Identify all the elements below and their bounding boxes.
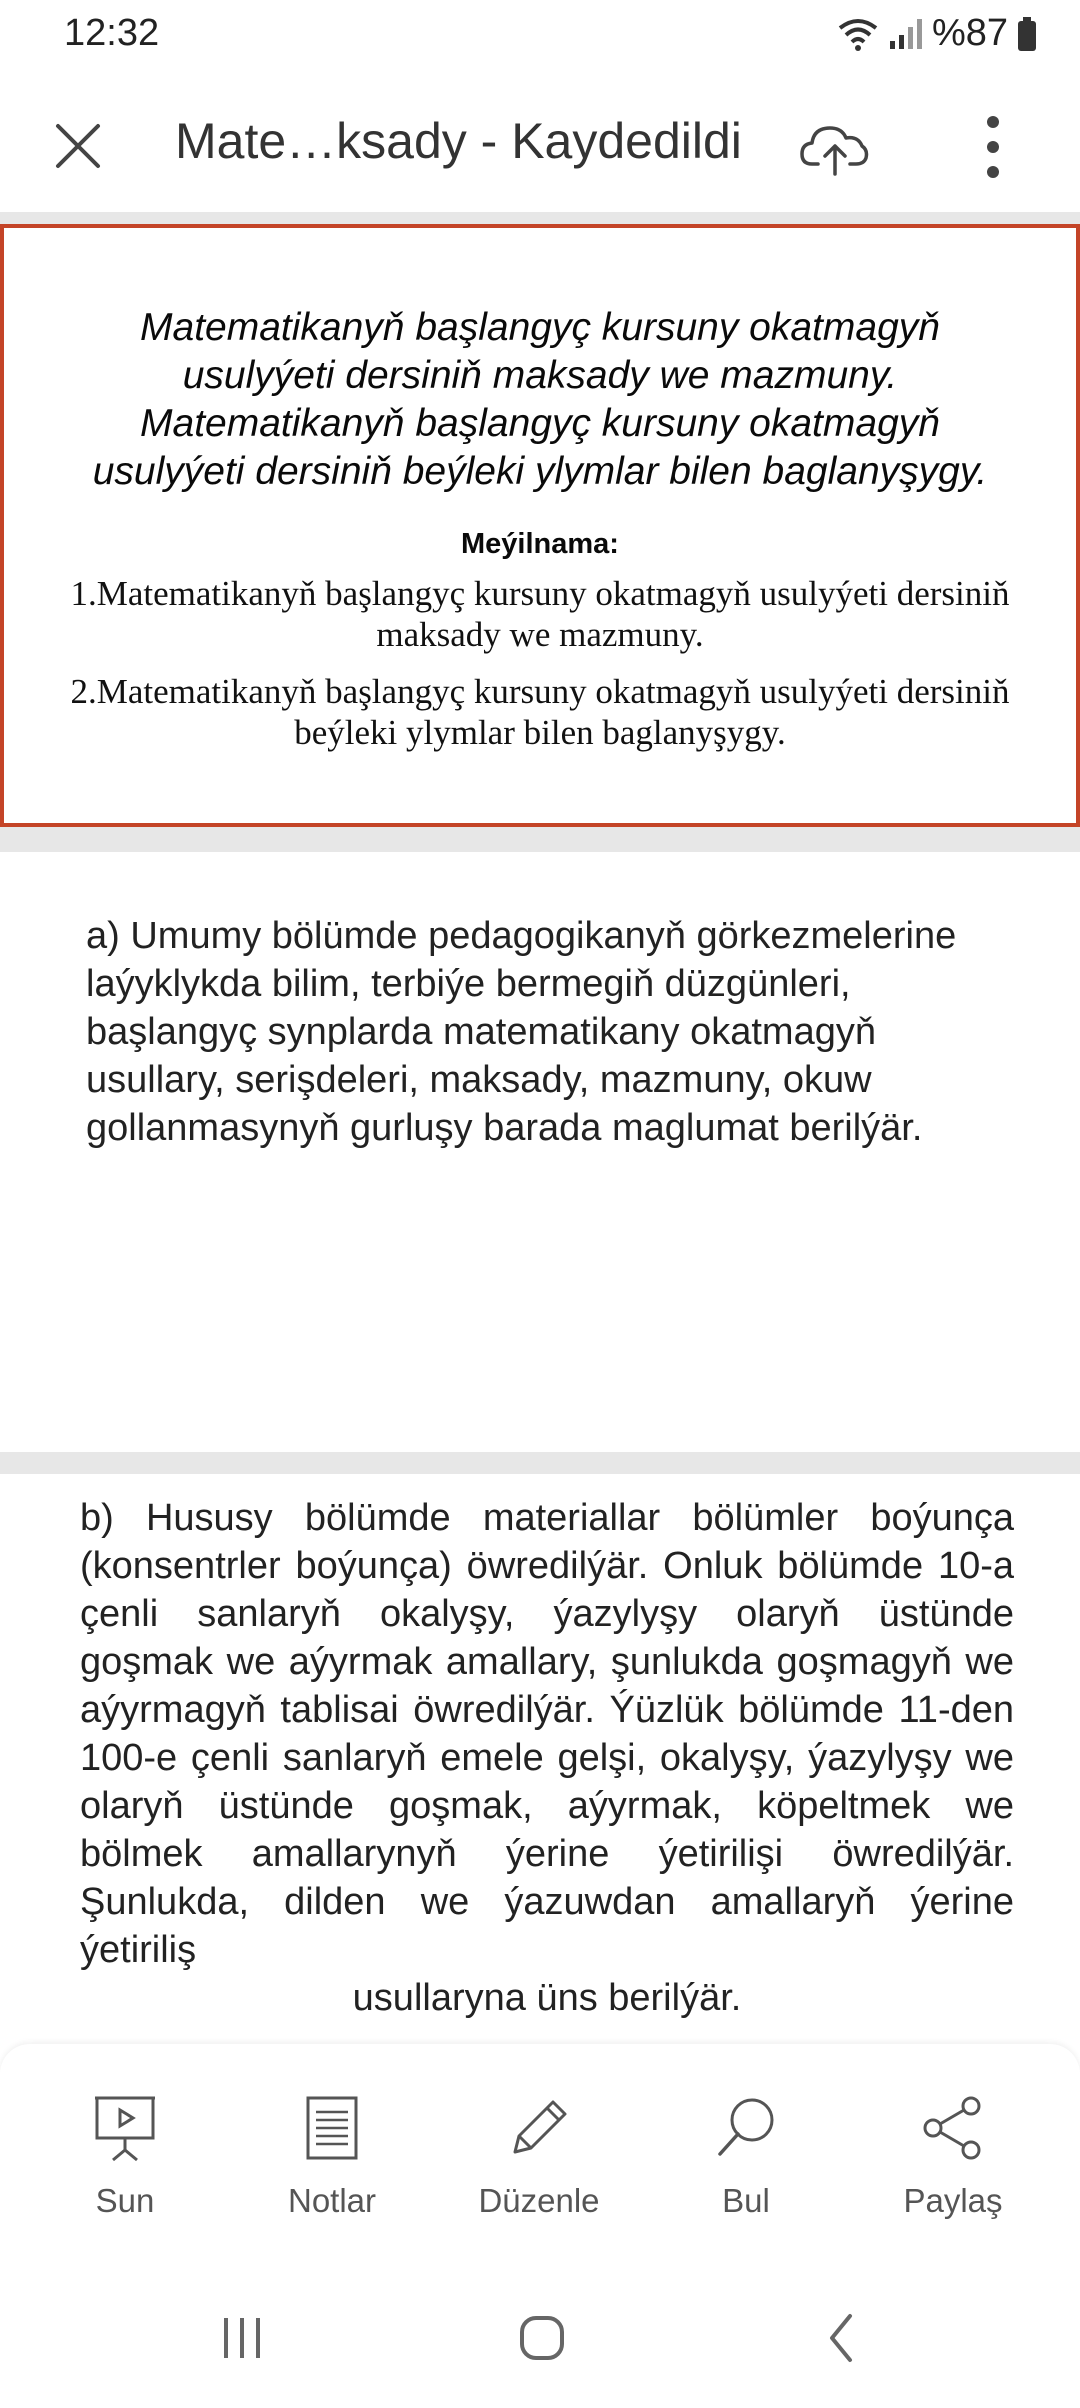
- present-button[interactable]: [35, 2094, 215, 2220]
- back-icon: [802, 2304, 882, 2374]
- slide-3-body: b) Hususy bölümde materiallar bölümler boýunça (konsentrler boýunça) öwredilýär. Onluk bölümde 10-a çenli sanlaryň okalyşy, ýazylyşy olaryň üstünde goşmak we aýyrmak amallary, şunlukda goşmagyň we aýyrmagyň tablisai öwredilýär. Ýüzlük bölümde 11-den 100-e çenli sanlaryň emele gelşi, okalyşy, ýazylyşy we olaryň üstünde goşmak, aýyrmak, köpeltmek we bölmek amallarynyň ýerine ýetirilişi öwredilýär. Şunlukda, dilden we ýazuwdan amallaryň ýerine ýetiriliş: [80, 1497, 1014, 1971]
- slide-3[interactable]: [0, 1474, 1080, 2044]
- pencil-icon: [505, 2094, 573, 2162]
- home-icon: [502, 2304, 582, 2374]
- slide-3-text: [80, 1494, 1014, 2022]
- more-options-button[interactable]: [966, 110, 1020, 184]
- share-icon: [919, 2094, 987, 2162]
- slide-1-subtitle: Meýilnama:: [461, 528, 619, 560]
- status-icons: [836, 12, 1038, 55]
- notes-label: Notlar: [287, 2182, 377, 2219]
- slides-viewport[interactable]: [0, 212, 1080, 2044]
- recent-apps-icon: [202, 2304, 282, 2374]
- edit-button[interactable]: [449, 2094, 629, 2220]
- battery-icon: [1016, 16, 1038, 52]
- status-bar: [0, 0, 1080, 70]
- slide-2-text: a) Umumy bölümde pedagogikanyň görkezmelerine laýyklykda bilim, terbiýe bermegiň düzgünleri, başlangyç synplarda matematikany okatmagyň usullary, serişdeleri, maksady, mazmuny, okuw gollanmasynyň gurluşy barada maglumat berilýär.: [86, 915, 957, 1149]
- present-label: Sun: [95, 2182, 155, 2219]
- signal-icon: [888, 17, 924, 51]
- close-icon: [50, 118, 106, 174]
- find-button[interactable]: [656, 2094, 836, 2220]
- more-vert-icon: [966, 110, 1020, 184]
- present-icon: [93, 2094, 157, 2162]
- title-line: Matematikanyň başlangyç kursuny okatmagyň: [140, 402, 940, 445]
- plan-item: 1.Matematikanyň başlangyç kursuny okatmagyň usulyýeti dersiniň maksady we mazmuny.: [70, 574, 1010, 654]
- wifi-icon: [836, 16, 880, 52]
- system-nav-bar: [0, 2254, 1080, 2408]
- battery-percent: %87: [931, 12, 1008, 54]
- slide-1-title: [44, 304, 1036, 496]
- title-line: usulyýeti dersiniň maksady we mazmuny.: [182, 354, 898, 397]
- slide-2[interactable]: [0, 852, 1080, 1452]
- title-line: Matematikanyň başlangyç kursuny okatmagyň: [140, 306, 940, 349]
- cloud-upload-icon: [798, 110, 872, 184]
- close-button[interactable]: [50, 118, 106, 174]
- share-label: Paylaş: [903, 2182, 1003, 2219]
- cloud-upload-button[interactable]: [798, 110, 872, 184]
- slide-1[interactable]: [0, 224, 1080, 827]
- share-button[interactable]: [863, 2094, 1043, 2220]
- edit-label: Düzenle: [478, 2182, 600, 2219]
- status-time: 12:32: [64, 12, 160, 54]
- recent-apps-button[interactable]: [202, 2304, 282, 2374]
- bottom-toolbar: [0, 2044, 1080, 2254]
- plan-item: 2.Matematikanyň başlangyç kursuny okatmagyň usulyýeti dersiniň beýleki ylymlar bilen baglanyşygy.: [70, 672, 1010, 752]
- notes-icon: [304, 2094, 360, 2162]
- app-bar: [0, 90, 1080, 200]
- slide-3-last-line: usullaryna üns berilýär.: [352, 1977, 742, 2019]
- find-label: Bul: [722, 2182, 770, 2219]
- search-icon: [712, 2094, 780, 2162]
- document-title[interactable]: Mate…ksady - Kaydedildi: [175, 113, 742, 169]
- notes-button[interactable]: [242, 2094, 422, 2220]
- home-button[interactable]: [502, 2304, 582, 2374]
- back-button[interactable]: [802, 2304, 882, 2374]
- title-line: usulyýeti dersiniň beýleki ylymlar bilen baglanyşygy.: [92, 450, 988, 493]
